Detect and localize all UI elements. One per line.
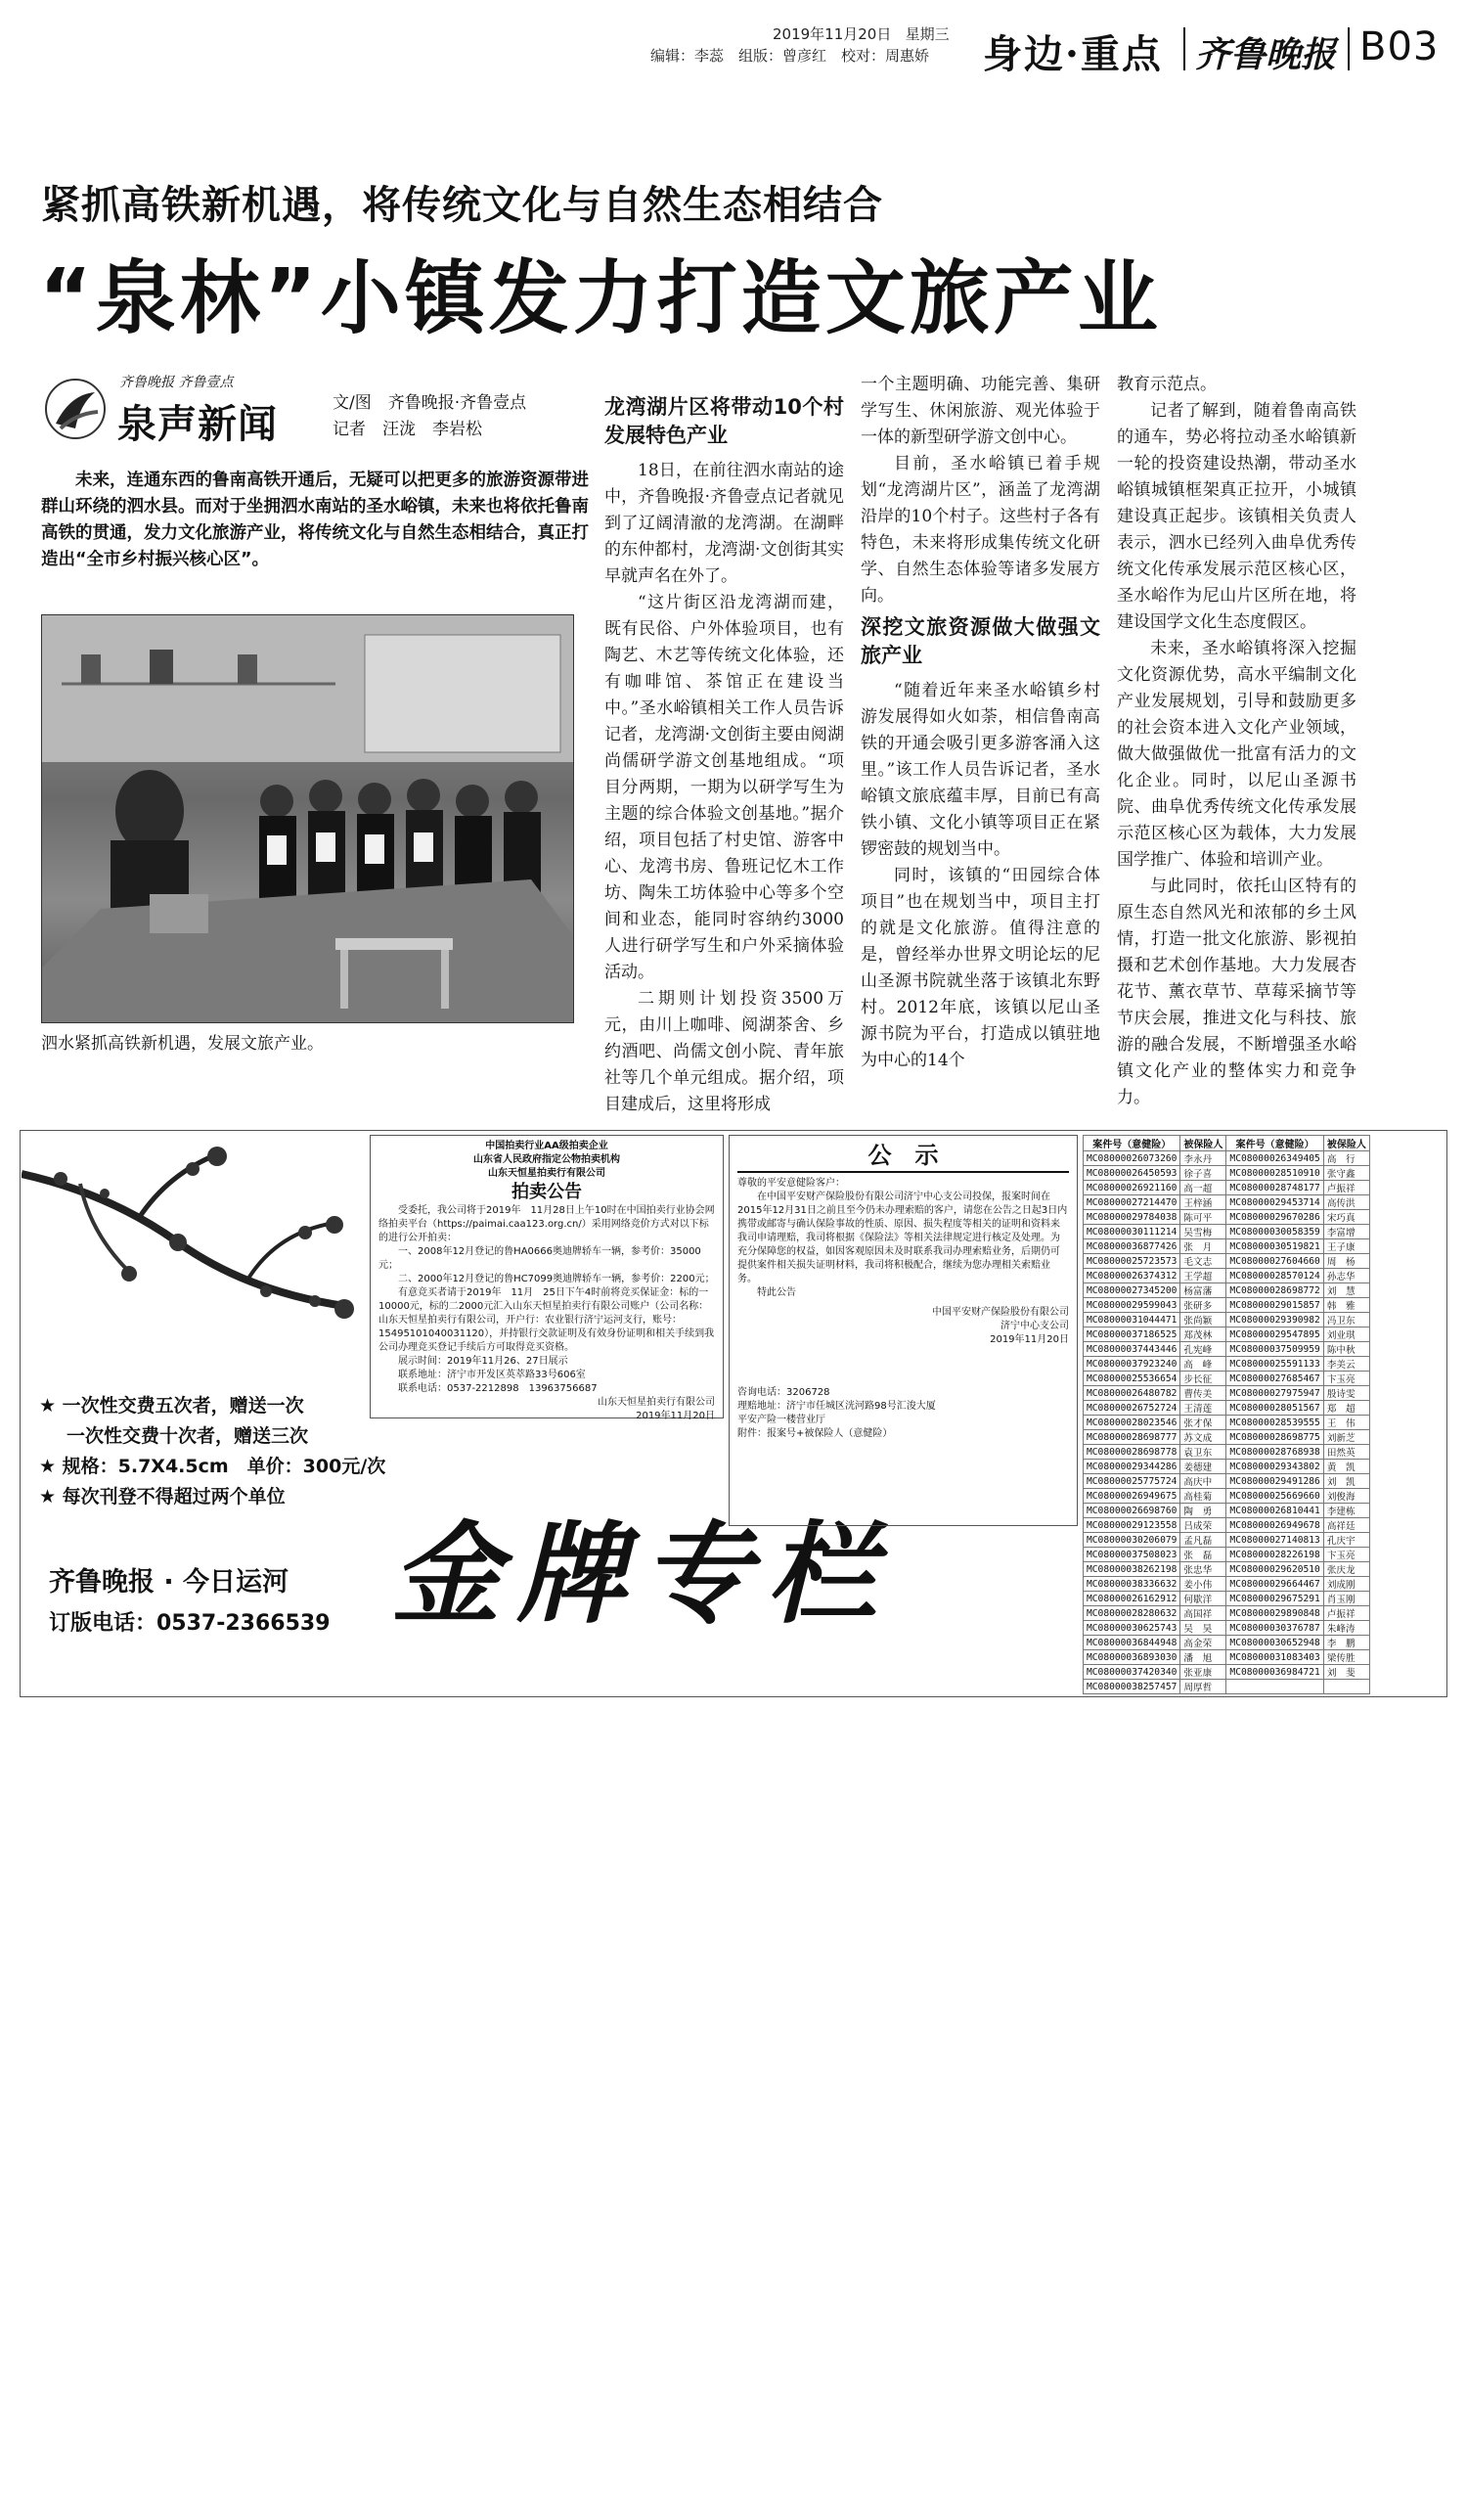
- case-number-cell: MC08000026949678: [1226, 1518, 1323, 1533]
- col4-paragraph: 与此同时，依托山区特有的原生态自然风光和浓郁的乡土风情，打造一批文化旅游、影视拍摄和艺术创作基地。大力发展杏花节、薰衣草节、草莓采摘节等节庆会展，推进文化与科技、旅游的融合发展，不断增强圣水峪镇文化产业的整体实力和竞争力。: [1117, 877, 1356, 1107]
- insured-name-cell: 郑茂林: [1180, 1328, 1226, 1342]
- insured-name-cell: 高庆中: [1180, 1474, 1226, 1489]
- case-number-cell: MC08000028539555: [1226, 1416, 1323, 1430]
- insured-name-cell: 王子康: [1323, 1239, 1369, 1254]
- auction-item: 二、2000年12月登记的鲁HC7099奥迪牌轿车一辆，参考价：2200元；: [398, 1274, 715, 1284]
- notice-sign-2: 济宁中心支公司: [1000, 1321, 1069, 1331]
- case-number-cell: MC08000030206079: [1084, 1533, 1180, 1548]
- case-number-cell: MC08000029453714: [1226, 1195, 1323, 1210]
- insured-name-cell: 黄 凯: [1323, 1460, 1369, 1474]
- insured-name-cell: [1323, 1680, 1369, 1694]
- case-table-wrapper: [1083, 1135, 1445, 1694]
- insured-name-cell: 陈中秋: [1323, 1342, 1369, 1357]
- table-row: [1084, 1518, 1370, 1533]
- notice-consult: 咨询电话：3206728: [737, 1387, 830, 1398]
- case-number-cell: MC08000031083403: [1226, 1650, 1323, 1665]
- case-number-cell: MC08000026480782: [1084, 1386, 1180, 1401]
- editor-credits: 编辑：李蕊 组版：曾彦红 校对：周惠娇: [650, 47, 930, 65]
- insured-name-cell: 陶 勇: [1180, 1504, 1226, 1518]
- article-column-4: [1117, 372, 1356, 1110]
- case-number-cell: MC08000028698778: [1084, 1445, 1180, 1460]
- insured-name-cell: 梁传胜: [1323, 1650, 1369, 1665]
- table-row: [1084, 1416, 1370, 1430]
- public-notice: [729, 1135, 1078, 1526]
- table-row: [1084, 1313, 1370, 1328]
- table-row: [1084, 1533, 1370, 1548]
- case-number-cell: MC08000036877426: [1084, 1239, 1180, 1254]
- issue-date: 2019年11月20日: [773, 25, 892, 43]
- promo-phone: 订版电话：0537-2366539: [49, 1611, 331, 1636]
- logo-title: 泉声新闻: [117, 402, 278, 447]
- insured-name-cell: 李富增: [1323, 1225, 1369, 1239]
- notice-remark: 附件：报案号+被保险人（意健险）: [737, 1428, 893, 1439]
- page-number: B03: [1359, 24, 1440, 69]
- table-row: [1084, 1562, 1370, 1577]
- case-number-cell: MC08000025591133: [1226, 1357, 1323, 1372]
- case-number-cell: MC08000030652948: [1226, 1636, 1323, 1650]
- table-row: [1084, 1504, 1370, 1518]
- notice-special: 特此公告: [757, 1287, 796, 1298]
- insured-name-cell: 田然英: [1323, 1445, 1369, 1460]
- case-number-cell: MC08000037420340: [1084, 1665, 1180, 1680]
- article-title: “泉林”小镇发力打造文旅产业: [39, 252, 1162, 345]
- case-number-cell: MC08000037509959: [1226, 1342, 1323, 1357]
- case-number-cell: MC08000027140813: [1226, 1533, 1323, 1548]
- case-table-header: [1084, 1136, 1370, 1151]
- case-number-cell: MC08000029599043: [1084, 1298, 1180, 1313]
- section-name: 身边·重点: [983, 31, 1163, 77]
- table-row: [1084, 1592, 1370, 1606]
- insured-name-cell: 殷诗雯: [1323, 1386, 1369, 1401]
- insured-name-cell: 宋巧真: [1323, 1210, 1369, 1225]
- case-number-cell: MC08000028698772: [1226, 1283, 1323, 1298]
- notice-product: 平安产险一楼营业厅: [737, 1415, 825, 1425]
- insured-name-cell: 刘 斐: [1323, 1665, 1369, 1680]
- col3-paragraph: “随着近年来圣水峪镇乡村游发展得如火如荼，相信鲁南高铁的开通会吸引更多游客涌入这里。”该工作人员告诉记者，圣水峪镇文旅底蕴丰厚，目前已有高铁小镇、文化小镇等项目正在紧锣密鼓的规划当中。: [861, 681, 1100, 859]
- auction-notice: [370, 1135, 724, 1421]
- table-row: [1084, 1166, 1370, 1181]
- insured-name-cell: 周 杨: [1323, 1254, 1369, 1269]
- auction-sign: 山东天恒星拍卖行有限公司: [598, 1397, 715, 1408]
- photo-caption: 泗水紧抓高铁新机遇，发展文旅产业。: [41, 1034, 324, 1054]
- case-number-cell: MC08000030058359: [1226, 1225, 1323, 1239]
- insured-name-cell: 刘成刚: [1323, 1577, 1369, 1592]
- insured-name-cell: 孙志华: [1323, 1269, 1369, 1283]
- promo-line: ★ 每次刊登不得超过两个单位: [39, 1486, 286, 1508]
- case-number-cell: MC08000028023546: [1084, 1416, 1180, 1430]
- table-row: [1084, 1577, 1370, 1592]
- case-number-cell: MC08000029675291: [1226, 1592, 1323, 1606]
- insured-name-cell: 王 伟: [1323, 1416, 1369, 1430]
- table-row: [1084, 1181, 1370, 1195]
- ripple-logo-icon: [41, 375, 110, 443]
- table-header-cell: 案件号（意健险）: [1084, 1136, 1180, 1151]
- table-row: [1084, 1636, 1370, 1650]
- insured-name-cell: 姜小伟: [1180, 1577, 1226, 1592]
- insured-name-cell: 曹传美: [1180, 1386, 1226, 1401]
- case-number-cell: MC08000026810441: [1226, 1504, 1323, 1518]
- case-number-cell: MC08000027214470: [1084, 1195, 1180, 1210]
- insured-name-cell: 杨富藩: [1180, 1283, 1226, 1298]
- case-number-cell: MC08000029664467: [1226, 1577, 1323, 1592]
- insured-name-cell: 何歇洋: [1180, 1592, 1226, 1606]
- case-number-cell: MC08000026349405: [1226, 1151, 1323, 1166]
- table-header-cell: 案件号（意健险）: [1226, 1136, 1323, 1151]
- case-number-cell: [1226, 1680, 1323, 1694]
- case-table: [1083, 1135, 1370, 1694]
- case-number-cell: MC08000028051567: [1226, 1401, 1323, 1416]
- case-number-cell: MC08000030519821: [1226, 1239, 1323, 1254]
- case-number-cell: MC08000030625743: [1084, 1621, 1180, 1636]
- table-row: [1084, 1621, 1370, 1636]
- table-row: [1084, 1239, 1370, 1254]
- insured-name-cell: 朱峰涛: [1323, 1621, 1369, 1636]
- case-number-cell: MC08000029390982: [1226, 1313, 1323, 1328]
- insured-name-cell: 孔庆宇: [1323, 1533, 1369, 1548]
- case-number-cell: MC08000026162912: [1084, 1592, 1180, 1606]
- logo-small-text: 齐鲁晚报 齐鲁壹点: [119, 375, 234, 390]
- table-row: [1084, 1195, 1370, 1210]
- case-number-cell: MC08000029547895: [1226, 1328, 1323, 1342]
- table-row: [1084, 1548, 1370, 1562]
- table-row: [1084, 1401, 1370, 1416]
- table-row: [1084, 1269, 1370, 1283]
- table-header-cell: 被保险人: [1323, 1136, 1369, 1151]
- promo-brand: 齐鲁晚报 · 今日运河: [49, 1567, 289, 1598]
- insured-name-cell: 高 峰: [1180, 1357, 1226, 1372]
- case-number-cell: MC08000026949675: [1084, 1489, 1180, 1504]
- case-number-cell: MC08000030111214: [1084, 1225, 1180, 1239]
- insured-name-cell: 孟凡磊: [1180, 1533, 1226, 1548]
- insured-name-cell: 冯卫东: [1323, 1313, 1369, 1328]
- table-row: [1084, 1151, 1370, 1166]
- insured-name-cell: 毛文志: [1180, 1254, 1226, 1269]
- insured-name-cell: 高 行: [1323, 1151, 1369, 1166]
- insured-name-cell: 陈可平: [1180, 1210, 1226, 1225]
- insured-name-cell: 张研多: [1180, 1298, 1226, 1313]
- insured-name-cell: 张守鑫: [1323, 1166, 1369, 1181]
- notice-address: 理赔地址：济宁市任城区洸河路98号汇浚大厦: [737, 1401, 936, 1412]
- notice-title: 公 示: [737, 1140, 1069, 1173]
- table-header-cell: 被保险人: [1180, 1136, 1226, 1151]
- insured-name-cell: 卞玉亮: [1323, 1548, 1369, 1562]
- case-number-cell: MC08000028570124: [1226, 1269, 1323, 1283]
- case-number-cell: MC08000026698760: [1084, 1504, 1180, 1518]
- classroom-photo-illustration: [42, 615, 574, 1023]
- insured-name-cell: 高金荣: [1180, 1636, 1226, 1650]
- insured-name-cell: 张尚颖: [1180, 1313, 1226, 1328]
- case-number-cell: MC08000027604660: [1226, 1254, 1323, 1269]
- insured-name-cell: 刘 凯: [1323, 1474, 1369, 1489]
- case-number-cell: MC08000028698777: [1084, 1430, 1180, 1445]
- case-number-cell: MC08000025775724: [1084, 1474, 1180, 1489]
- case-number-cell: MC08000027685467: [1226, 1372, 1323, 1386]
- insured-name-cell: 韩 雅: [1323, 1298, 1369, 1313]
- case-number-cell: MC08000025723573: [1084, 1254, 1180, 1269]
- case-number-cell: MC08000028698775: [1226, 1430, 1323, 1445]
- case-number-cell: MC08000029343802: [1226, 1460, 1323, 1474]
- plum-blossom-icon: [22, 1135, 374, 1379]
- byline-line-2: 记者 汪泷 李岩松: [333, 420, 482, 439]
- table-row: [1084, 1342, 1370, 1357]
- insured-name-cell: 吴雪梅: [1180, 1225, 1226, 1239]
- table-row: [1084, 1328, 1370, 1342]
- case-number-cell: MC08000029670286: [1226, 1210, 1323, 1225]
- insured-name-cell: 高祥廷: [1323, 1518, 1369, 1533]
- insured-name-cell: 潘 旭: [1180, 1650, 1226, 1665]
- byline-line-1: 文/图 齐鲁晚报·齐鲁壹点: [333, 393, 527, 413]
- insured-name-cell: 袁卫东: [1180, 1445, 1226, 1460]
- table-row: [1084, 1254, 1370, 1269]
- table-row: [1084, 1225, 1370, 1239]
- issue-weekday: 星期三: [905, 25, 950, 43]
- auction-heading-3: 山东天恒星拍卖行有限公司: [488, 1168, 605, 1179]
- insured-name-cell: 吴 昊: [1180, 1621, 1226, 1636]
- table-row: [1084, 1357, 1370, 1372]
- col2-paragraph: 18日，在前往泗水南站的途中，齐鲁晚报·齐鲁壹点记者就见到了辽阔清澈的龙湾湖。在湖畔的东仲都村，龙湾湖·文创街其实早就声名在外了。: [604, 461, 844, 586]
- col4-paragraph: 教育示范点。: [1117, 375, 1217, 394]
- case-number-cell: MC08000029620510: [1226, 1562, 1323, 1577]
- case-number-cell: MC08000026450593: [1084, 1166, 1180, 1181]
- notice-sign-1: 中国平安财产保险股份有限公司: [932, 1307, 1069, 1318]
- insured-name-cell: 高一超: [1180, 1181, 1226, 1195]
- article-column-3: [861, 372, 1100, 1110]
- case-number-cell: MC08000031044471: [1084, 1313, 1180, 1328]
- insured-name-cell: 吕成荣: [1180, 1518, 1226, 1533]
- insured-name-cell: 高国祥: [1180, 1606, 1226, 1621]
- case-number-cell: MC08000025669660: [1226, 1489, 1323, 1504]
- article-photo: [41, 614, 574, 1023]
- promo-line: 一次性交费十次者，赠送三次: [67, 1425, 309, 1447]
- auction-heading-1: 中国拍卖行业AA级拍卖企业: [485, 1141, 608, 1151]
- col3-paragraph: 一个主题明确、功能完善、集研学写生、休闲旅游、观光体验于一体的新型研学游文创中心。: [861, 375, 1100, 447]
- case-number-cell: MC08000028280632: [1084, 1606, 1180, 1621]
- auction-address: 联系地址：济宁市开发区英萃路33号606室: [398, 1370, 586, 1380]
- col3-heading: 深挖文旅资源做大做强文旅产业: [861, 615, 1100, 667]
- insured-name-cell: 郑 超: [1323, 1401, 1369, 1416]
- notice-greeting: 尊敬的平安意健险客户：: [737, 1178, 845, 1189]
- insured-name-cell: 刘 慧: [1323, 1283, 1369, 1298]
- case-number-cell: MC08000036984721: [1226, 1665, 1323, 1680]
- article-subtitle: 紧抓高铁新机遇，将传统文化与自然生态相结合: [41, 183, 883, 228]
- table-row: [1084, 1430, 1370, 1445]
- insured-name-cell: 步长征: [1180, 1372, 1226, 1386]
- case-number-cell: MC08000038336632: [1084, 1577, 1180, 1592]
- table-row: [1084, 1386, 1370, 1401]
- auction-item: 一、2008年12月登记的鲁HA0666奥迪牌轿车一辆，参考价：35000元；: [378, 1246, 701, 1271]
- insured-name-cell: 张 月: [1180, 1239, 1226, 1254]
- case-number-cell: MC08000027975947: [1226, 1386, 1323, 1401]
- auction-phone: 联系电话：0537-2212898 13963756687: [398, 1383, 598, 1394]
- auction-heading-2: 山东省人民政府指定公物拍卖机构: [473, 1154, 620, 1165]
- insured-name-cell: 李 鹏: [1323, 1636, 1369, 1650]
- case-number-cell: MC08000029491286: [1226, 1474, 1323, 1489]
- case-number-cell: MC08000028226198: [1226, 1548, 1323, 1562]
- col3-paragraph: 目前，圣水峪镇已着手规划“龙湾湖片区”，涵盖了龙湾湖沿岸的10个村子。这些村子各有特色，未来将形成集传统文化研学、自然生态体验等诸多发展方向。: [861, 454, 1100, 606]
- case-number-cell: MC08000027345200: [1084, 1283, 1180, 1298]
- insured-name-cell: 卢振祥: [1323, 1606, 1369, 1621]
- case-number-cell: MC08000029784038: [1084, 1210, 1180, 1225]
- case-number-cell: MC08000025536654: [1084, 1372, 1180, 1386]
- case-number-cell: MC08000037443446: [1084, 1342, 1180, 1357]
- case-number-cell: MC08000029890848: [1226, 1606, 1323, 1621]
- header-divider: [1183, 27, 1185, 70]
- case-number-cell: MC08000029344286: [1084, 1460, 1180, 1474]
- jinpai-column-title: 金牌专栏: [391, 1510, 892, 1639]
- insured-name-cell: 卢振祥: [1323, 1181, 1369, 1195]
- col2-heading: 龙湾湖片区将带动10个村发展特色产业: [604, 395, 844, 447]
- table-row: [1084, 1210, 1370, 1225]
- case-number-cell: MC08000028510910: [1226, 1166, 1323, 1181]
- case-number-cell: MC08000029015857: [1226, 1298, 1323, 1313]
- insured-name-cell: 周厚哲: [1180, 1680, 1226, 1694]
- col2-paragraph: 二期则计划投资3500万元，由川上咖啡、阅湖茶舍、乡约酒吧、尚儒文创小院、青年旅社等几个单元组成。据介绍，项目建成后，这里将形成: [604, 989, 844, 1114]
- insured-name-cell: 刘业琪: [1323, 1328, 1369, 1342]
- insured-name-cell: 高传洪: [1323, 1195, 1369, 1210]
- notice-body: 在中国平安财产保险股份有限公司济宁中心支公司投保，报案时间在2015年12月31日之前且至今仍未办理索赔的客户，请您在公告之日起3日内携带或邮寄与确认保险事故的性质、原因、损失程度等相关的证明和资料来我司申请理赔，我司将根据《保险法》等相关法律规定进行核定及处理。为充分保障您的权益，如因客观原因未及时联系我司办理索赔业务，后期仍可提供案件相关损失证明材料，我司将积极配合，继续为您办理相关索赔业务。: [737, 1192, 1068, 1284]
- table-row: [1084, 1372, 1370, 1386]
- table-row: [1084, 1489, 1370, 1504]
- col4-paragraph: 记者了解到，随着鲁南高铁的通车，势必将拉动圣水峪镇新一轮的投资建设热潮，带动圣水峪镇城镇框架真正拉开，小城镇建设真正起步。该镇相关负责人表示，泗水已经列入曲阜优秀传统文化传承发展示范区核心区，圣水峪作为尼山片区所在地，将建设国学文化生态度假区。: [1117, 401, 1356, 632]
- promo-line: ★ 规格：5.7X4.5cm 单价：300元/次: [39, 1456, 386, 1477]
- insured-name-cell: 刘新芝: [1323, 1430, 1369, 1445]
- insured-name-cell: 高桂菊: [1180, 1489, 1226, 1504]
- notice-date: 2019年11月20日: [990, 1334, 1069, 1345]
- case-number-cell: MC08000026374312: [1084, 1269, 1180, 1283]
- insured-name-cell: 李美云: [1323, 1357, 1369, 1372]
- table-row: [1084, 1283, 1370, 1298]
- promo-line: ★ 一次性交费五次者，赠送一次: [39, 1395, 304, 1417]
- auction-date: 2019年11月20日: [636, 1411, 715, 1421]
- insured-name-cell: 张庆龙: [1323, 1562, 1369, 1577]
- case-number-cell: MC08000029123558: [1084, 1518, 1180, 1533]
- insured-name-cell: 肖玉刚: [1323, 1592, 1369, 1606]
- insured-name-cell: 卞玉亮: [1323, 1372, 1369, 1386]
- insured-name-cell: 王学超: [1180, 1269, 1226, 1283]
- insured-name-cell: 李建栋: [1323, 1504, 1369, 1518]
- insured-name-cell: 苏文成: [1180, 1430, 1226, 1445]
- auction-show: 展示时间：2019年11月26、27日展示: [398, 1356, 568, 1367]
- insured-name-cell: 张亚康: [1180, 1665, 1226, 1680]
- case-number-cell: MC08000030376787: [1226, 1621, 1323, 1636]
- case-number-cell: MC08000038257457: [1084, 1680, 1180, 1694]
- insured-name-cell: 张 磊: [1180, 1548, 1226, 1562]
- case-number-cell: MC08000036844948: [1084, 1636, 1180, 1650]
- col3-paragraph: 同时，该镇的“田园综合体项目”也在规划当中，项目主打的就是文化旅游。值得注意的是，曾经举办世界文明论坛的尼山圣源书院就坐落于该镇北东野村。2012年底，该镇以尼山圣源书院为平台，打造成以镇驻地为中心的14个: [861, 866, 1100, 1070]
- auction-body: 受委托，我公司将于2019年 11月28日上午10时在中国拍卖行业协会网络拍卖平台（https://paimai.caa123.org.cn/）采用网络竞价方式对以下标的进行公开拍卖：: [378, 1205, 715, 1243]
- auction-title: 拍卖公告: [511, 1182, 582, 1202]
- table-row: [1084, 1650, 1370, 1665]
- auction-note: 有意竞买者请于2019年 11月 25日下午4时前将竞买保证金：标的一10000元，标的二2000元汇入山东天恒星拍卖行有限公司账户（公司名称：山东天恒星拍卖行有限公司，开户行：农业银行济宁运河支行，账号：15495101040031120），并持银行交款证明及有效身份证明和相关手续到我公司办理竞买登记手续后方可取得竞买资格。: [378, 1287, 715, 1353]
- table-row: [1084, 1474, 1370, 1489]
- ad-promo: [39, 1391, 411, 1512]
- table-row: [1084, 1445, 1370, 1460]
- insured-name-cell: 李永丹: [1180, 1151, 1226, 1166]
- case-number-cell: MC08000026073260: [1084, 1151, 1180, 1166]
- article-lead: 未来，连通东西的鲁南高铁开通后，无疑可以把更多的旅游资源带进群山环绕的泗水县。而对于坐拥泗水南站的圣水峪镇，未来也将依托鲁南高铁的贯通，发力文化旅游产业，将传统文化与自然生态相结合，真正打造出“全市乡村振兴核心区”。: [41, 471, 589, 569]
- insured-name-cell: 姜德建: [1180, 1460, 1226, 1474]
- insured-name-cell: 徐子喜: [1180, 1166, 1226, 1181]
- table-row: [1084, 1665, 1370, 1680]
- case-number-cell: MC08000026752724: [1084, 1401, 1180, 1416]
- case-number-cell: MC08000038262198: [1084, 1562, 1180, 1577]
- case-number-cell: MC08000037508023: [1084, 1548, 1180, 1562]
- case-number-cell: MC08000028748177: [1226, 1181, 1323, 1195]
- col2-paragraph: “这片街区沿龙湾湖而建，既有民俗、户外体验项目，也有陶艺、木艺等传统文化体验，还有咖啡馆、茶馆正在建设当中。”圣水峪镇相关工作人员告诉记者，龙湾湖·文创街主要由阅湖尚儒研学游文创基地组成。“项目分两期，一期为以研学写生为主题的综合体验文创基地。”据介绍，项目包括了村史馆、游客中心、龙湾书房、鲁班记忆木工作坊、陶朱工坊体验中心等多个空间和业态，能同时容纳约3000人进行研学写生和户外采摘体验活动。: [604, 593, 844, 982]
- table-row: [1084, 1298, 1370, 1313]
- table-row: [1084, 1680, 1370, 1694]
- article-column-2: [604, 389, 844, 1114]
- insured-name-cell: 张才保: [1180, 1416, 1226, 1430]
- insured-name-cell: 王梓涵: [1180, 1195, 1226, 1210]
- case-number-cell: MC08000037923240: [1084, 1357, 1180, 1372]
- case-number-cell: MC08000036893030: [1084, 1650, 1180, 1665]
- column-logo: [41, 370, 325, 448]
- col4-paragraph: 未来，圣水峪镇将深入挖掘文化资源优势，高水平编制文化产业发展规划，引导和鼓励更多的社会资本进入文化产业领域，做大做强做优一批富有活力的文化企业。同时，以尼山圣源书院、曲阜优秀传统文化传承发展示范区核心区为载体，大力发展国学推广、体验和培训产业。: [1117, 639, 1356, 870]
- insured-name-cell: 王清莲: [1180, 1401, 1226, 1416]
- insured-name-cell: 孔宪峰: [1180, 1342, 1226, 1357]
- header-date-line: [773, 23, 950, 45]
- insured-name-cell: 刘俊海: [1323, 1489, 1369, 1504]
- case-number-cell: MC08000028768938: [1226, 1445, 1323, 1460]
- table-row: [1084, 1460, 1370, 1474]
- case-number-cell: MC08000026921160: [1084, 1181, 1180, 1195]
- insured-name-cell: 张忠华: [1180, 1562, 1226, 1577]
- table-row: [1084, 1606, 1370, 1621]
- case-number-cell: MC08000037186525: [1084, 1328, 1180, 1342]
- header-divider-2: [1348, 27, 1350, 70]
- paper-name: 齐鲁晚报: [1195, 34, 1337, 75]
